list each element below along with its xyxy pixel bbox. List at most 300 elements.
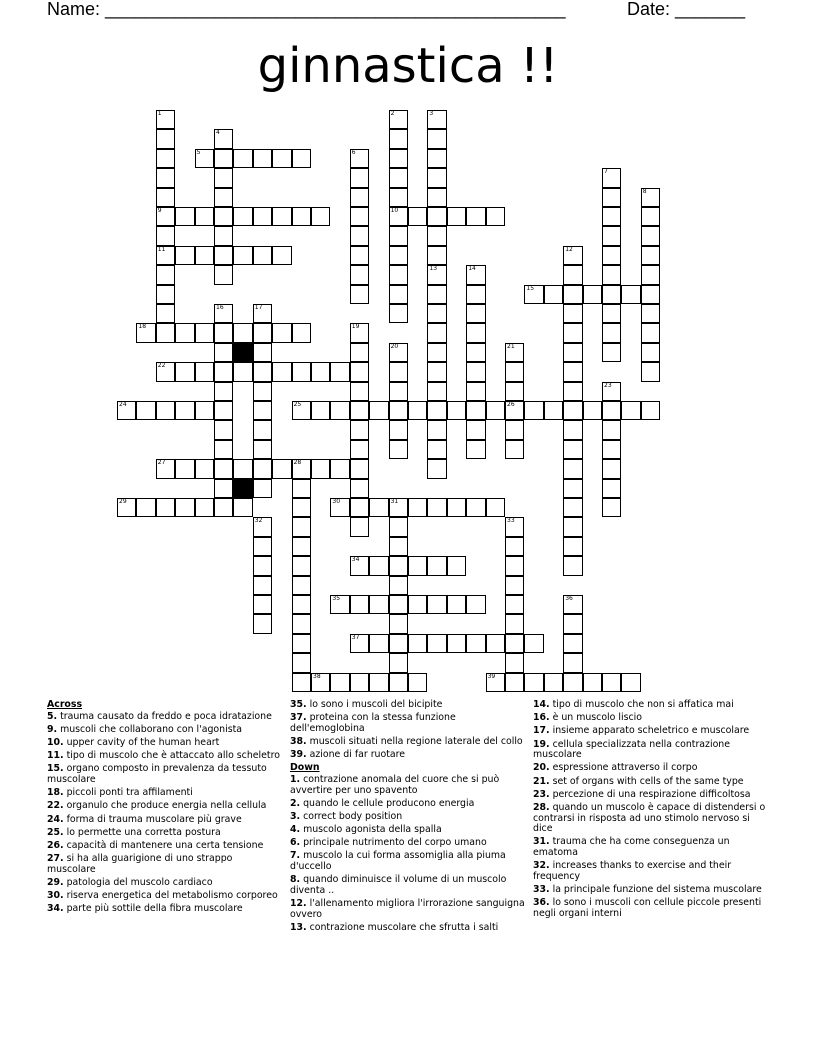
grid-cell[interactable] xyxy=(350,401,369,420)
grid-cell[interactable] xyxy=(505,614,524,633)
grid-cell[interactable] xyxy=(350,479,369,498)
grid-cell[interactable] xyxy=(466,634,485,653)
grid-cell[interactable] xyxy=(369,498,388,517)
grid-cell[interactable] xyxy=(350,673,369,692)
grid-cell[interactable] xyxy=(602,285,621,304)
grid-cell[interactable] xyxy=(466,362,485,381)
grid-cell[interactable] xyxy=(408,673,427,692)
grid-cell[interactable] xyxy=(195,246,214,265)
grid-cell[interactable] xyxy=(175,323,194,342)
grid-cell[interactable] xyxy=(563,556,582,575)
grid-cell[interactable] xyxy=(466,285,485,304)
grid-cell[interactable] xyxy=(117,401,136,420)
grid-cell[interactable] xyxy=(389,265,408,284)
grid-cell[interactable] xyxy=(563,265,582,284)
grid-cell[interactable] xyxy=(311,673,330,692)
grid-cell[interactable] xyxy=(563,673,582,692)
grid-cell[interactable] xyxy=(427,246,446,265)
grid-cell[interactable] xyxy=(311,362,330,381)
grid-cell[interactable] xyxy=(641,265,660,284)
grid-cell[interactable] xyxy=(156,362,175,381)
grid-cell[interactable] xyxy=(389,246,408,265)
grid-cell[interactable] xyxy=(563,362,582,381)
grid-cell[interactable] xyxy=(466,304,485,323)
grid-cell[interactable] xyxy=(641,323,660,342)
grid-cell[interactable] xyxy=(195,459,214,478)
grid-cell[interactable] xyxy=(427,595,446,614)
grid-cell[interactable] xyxy=(389,420,408,439)
grid-cell[interactable] xyxy=(427,382,446,401)
grid-cell[interactable] xyxy=(292,595,311,614)
grid-cell[interactable] xyxy=(156,265,175,284)
grid-cell[interactable] xyxy=(214,168,233,187)
grid-cell[interactable] xyxy=(292,614,311,633)
grid-cell[interactable] xyxy=(563,401,582,420)
grid-cell[interactable] xyxy=(389,595,408,614)
grid-cell[interactable] xyxy=(486,673,505,692)
grid-cell[interactable] xyxy=(156,149,175,168)
grid-cell[interactable] xyxy=(175,246,194,265)
grid-cell[interactable] xyxy=(195,401,214,420)
grid-cell[interactable] xyxy=(214,246,233,265)
grid-cell[interactable] xyxy=(466,207,485,226)
grid-cell[interactable] xyxy=(602,479,621,498)
grid-cell[interactable] xyxy=(195,149,214,168)
grid-cell[interactable] xyxy=(389,576,408,595)
grid-cell[interactable] xyxy=(350,459,369,478)
grid-cell[interactable] xyxy=(602,459,621,478)
grid-cell[interactable] xyxy=(350,285,369,304)
grid-cell[interactable] xyxy=(505,673,524,692)
grid-cell[interactable] xyxy=(350,362,369,381)
grid-cell[interactable] xyxy=(253,382,272,401)
grid-cell[interactable] xyxy=(195,498,214,517)
grid-cell[interactable] xyxy=(253,304,272,323)
grid-cell[interactable] xyxy=(427,323,446,342)
grid-cell[interactable] xyxy=(524,285,543,304)
grid-cell[interactable] xyxy=(466,440,485,459)
grid-cell[interactable] xyxy=(621,285,640,304)
grid-cell[interactable] xyxy=(292,149,311,168)
grid-cell[interactable] xyxy=(466,265,485,284)
grid-cell[interactable] xyxy=(602,440,621,459)
grid-cell[interactable] xyxy=(389,401,408,420)
grid-cell[interactable] xyxy=(563,304,582,323)
grid-cell[interactable] xyxy=(253,556,272,575)
grid-cell[interactable] xyxy=(156,207,175,226)
grid-cell[interactable] xyxy=(583,401,602,420)
grid-cell[interactable] xyxy=(350,246,369,265)
grid-cell[interactable] xyxy=(389,440,408,459)
grid-cell[interactable] xyxy=(427,634,446,653)
grid-cell[interactable] xyxy=(272,323,291,342)
grid-cell[interactable] xyxy=(272,459,291,478)
grid-cell[interactable] xyxy=(447,498,466,517)
grid-cell[interactable] xyxy=(311,459,330,478)
grid-cell[interactable] xyxy=(233,498,252,517)
grid-cell[interactable] xyxy=(311,401,330,420)
grid-cell[interactable] xyxy=(253,207,272,226)
grid-cell[interactable] xyxy=(641,285,660,304)
grid-cell[interactable] xyxy=(408,634,427,653)
grid-cell[interactable] xyxy=(292,362,311,381)
grid-cell[interactable] xyxy=(156,226,175,245)
grid-cell[interactable] xyxy=(563,343,582,362)
grid-cell[interactable] xyxy=(427,226,446,245)
grid-cell[interactable] xyxy=(641,304,660,323)
grid-cell[interactable] xyxy=(389,614,408,633)
grid-cell[interactable] xyxy=(427,401,446,420)
grid-cell[interactable] xyxy=(195,323,214,342)
grid-cell[interactable] xyxy=(214,440,233,459)
grid-cell[interactable] xyxy=(641,246,660,265)
grid-cell[interactable] xyxy=(330,362,349,381)
grid-cell[interactable] xyxy=(641,362,660,381)
grid-cell[interactable] xyxy=(563,285,582,304)
grid-cell[interactable] xyxy=(253,420,272,439)
name-field[interactable]: Name: ______________________________________________ xyxy=(47,0,566,19)
grid-cell[interactable] xyxy=(389,673,408,692)
date-field[interactable]: Date: _______ xyxy=(627,0,746,19)
grid-cell[interactable] xyxy=(602,498,621,517)
grid-cell[interactable] xyxy=(505,401,524,420)
grid-cell[interactable] xyxy=(389,149,408,168)
grid-cell[interactable] xyxy=(602,420,621,439)
grid-cell[interactable] xyxy=(408,556,427,575)
grid-cell[interactable] xyxy=(641,207,660,226)
grid-cell[interactable] xyxy=(602,168,621,187)
grid-cell[interactable] xyxy=(175,498,194,517)
grid-cell[interactable] xyxy=(214,129,233,148)
grid-cell[interactable] xyxy=(253,459,272,478)
grid-cell[interactable] xyxy=(292,498,311,517)
grid-cell[interactable] xyxy=(214,498,233,517)
grid-cell[interactable] xyxy=(447,401,466,420)
grid-cell[interactable] xyxy=(389,634,408,653)
grid-cell[interactable] xyxy=(369,595,388,614)
grid-cell[interactable] xyxy=(602,226,621,245)
grid-cell[interactable] xyxy=(330,595,349,614)
grid-cell[interactable] xyxy=(466,382,485,401)
grid-cell[interactable] xyxy=(427,207,446,226)
grid-cell[interactable] xyxy=(583,673,602,692)
grid-cell[interactable] xyxy=(641,226,660,245)
grid-cell[interactable] xyxy=(427,285,446,304)
grid-cell[interactable] xyxy=(175,362,194,381)
grid-cell[interactable] xyxy=(505,440,524,459)
grid-cell[interactable] xyxy=(292,576,311,595)
grid-cell[interactable] xyxy=(427,343,446,362)
grid-cell[interactable] xyxy=(233,246,252,265)
grid-cell[interactable] xyxy=(447,634,466,653)
grid-cell[interactable] xyxy=(602,401,621,420)
grid-cell[interactable] xyxy=(427,188,446,207)
grid-cell[interactable] xyxy=(156,246,175,265)
grid-cell[interactable] xyxy=(602,343,621,362)
grid-cell[interactable] xyxy=(466,595,485,614)
grid-cell[interactable] xyxy=(602,673,621,692)
grid-cell[interactable] xyxy=(253,323,272,342)
grid-cell[interactable] xyxy=(350,498,369,517)
grid-cell[interactable] xyxy=(311,207,330,226)
grid-cell[interactable] xyxy=(214,207,233,226)
grid-cell[interactable] xyxy=(350,595,369,614)
grid-cell[interactable] xyxy=(563,498,582,517)
grid-cell[interactable] xyxy=(466,343,485,362)
grid-cell[interactable] xyxy=(233,459,252,478)
grid-cell[interactable] xyxy=(156,188,175,207)
grid-cell[interactable] xyxy=(214,382,233,401)
grid-cell[interactable] xyxy=(292,401,311,420)
grid-cell[interactable] xyxy=(214,459,233,478)
grid-cell[interactable] xyxy=(563,440,582,459)
grid-cell[interactable] xyxy=(427,129,446,148)
grid-cell[interactable] xyxy=(563,614,582,633)
grid-cell[interactable] xyxy=(563,323,582,342)
grid-cell[interactable] xyxy=(486,498,505,517)
grid-cell[interactable] xyxy=(195,207,214,226)
grid-cell[interactable] xyxy=(156,498,175,517)
grid-cell[interactable] xyxy=(427,498,446,517)
grid-cell[interactable] xyxy=(253,614,272,633)
grid-cell[interactable] xyxy=(233,149,252,168)
grid-cell[interactable] xyxy=(253,595,272,614)
grid-cell[interactable] xyxy=(253,576,272,595)
grid-cell[interactable] xyxy=(563,634,582,653)
grid-cell[interactable] xyxy=(447,207,466,226)
grid-cell[interactable] xyxy=(389,110,408,129)
grid-cell[interactable] xyxy=(214,479,233,498)
grid-cell[interactable] xyxy=(389,168,408,187)
grid-cell[interactable] xyxy=(292,653,311,672)
grid-cell[interactable] xyxy=(427,265,446,284)
grid-cell[interactable] xyxy=(427,110,446,129)
grid-cell[interactable] xyxy=(330,498,349,517)
grid-cell[interactable] xyxy=(330,401,349,420)
grid-cell[interactable] xyxy=(292,323,311,342)
grid-cell[interactable] xyxy=(156,168,175,187)
grid-cell[interactable] xyxy=(350,265,369,284)
grid-cell[interactable] xyxy=(602,323,621,342)
grid-cell[interactable] xyxy=(214,188,233,207)
grid-cell[interactable] xyxy=(156,401,175,420)
grid-cell[interactable] xyxy=(486,207,505,226)
grid-cell[interactable] xyxy=(292,537,311,556)
grid-cell[interactable] xyxy=(563,653,582,672)
grid-cell[interactable] xyxy=(214,323,233,342)
grid-cell[interactable] xyxy=(350,168,369,187)
grid-cell[interactable] xyxy=(233,362,252,381)
grid-cell[interactable] xyxy=(214,401,233,420)
grid-cell[interactable] xyxy=(466,420,485,439)
grid-cell[interactable] xyxy=(389,285,408,304)
grid-cell[interactable] xyxy=(524,673,543,692)
grid-cell[interactable] xyxy=(389,304,408,323)
grid-cell[interactable] xyxy=(292,479,311,498)
grid-cell[interactable] xyxy=(214,149,233,168)
grid-cell[interactable] xyxy=(563,595,582,614)
grid-cell[interactable] xyxy=(427,149,446,168)
grid-cell[interactable] xyxy=(408,401,427,420)
grid-cell[interactable] xyxy=(505,382,524,401)
grid-cell[interactable] xyxy=(136,401,155,420)
grid-cell[interactable] xyxy=(408,498,427,517)
grid-cell[interactable] xyxy=(621,673,640,692)
grid-cell[interactable] xyxy=(621,401,640,420)
grid-cell[interactable] xyxy=(136,498,155,517)
grid-cell[interactable] xyxy=(389,537,408,556)
grid-cell[interactable] xyxy=(350,634,369,653)
grid-cell[interactable] xyxy=(544,401,563,420)
grid-cell[interactable] xyxy=(524,634,543,653)
grid-cell[interactable] xyxy=(369,401,388,420)
grid-cell[interactable] xyxy=(505,343,524,362)
grid-cell[interactable] xyxy=(524,401,543,420)
grid-cell[interactable] xyxy=(505,595,524,614)
grid-cell[interactable] xyxy=(466,323,485,342)
grid-cell[interactable] xyxy=(389,188,408,207)
grid-cell[interactable] xyxy=(156,110,175,129)
grid-cell[interactable] xyxy=(233,207,252,226)
grid-cell[interactable] xyxy=(253,246,272,265)
grid-cell[interactable] xyxy=(602,207,621,226)
grid-cell[interactable] xyxy=(427,362,446,381)
grid-cell[interactable] xyxy=(563,382,582,401)
grid-cell[interactable] xyxy=(641,401,660,420)
grid-cell[interactable] xyxy=(602,246,621,265)
grid-cell[interactable] xyxy=(350,556,369,575)
grid-cell[interactable] xyxy=(427,420,446,439)
grid-cell[interactable] xyxy=(505,517,524,536)
grid-cell[interactable] xyxy=(466,498,485,517)
grid-cell[interactable] xyxy=(505,537,524,556)
grid-cell[interactable] xyxy=(602,188,621,207)
grid-cell[interactable] xyxy=(350,207,369,226)
grid-cell[interactable] xyxy=(272,149,291,168)
grid-cell[interactable] xyxy=(272,246,291,265)
grid-cell[interactable] xyxy=(350,382,369,401)
grid-cell[interactable] xyxy=(369,556,388,575)
grid-cell[interactable] xyxy=(136,323,155,342)
grid-cell[interactable] xyxy=(292,517,311,536)
grid-cell[interactable] xyxy=(389,207,408,226)
grid-cell[interactable] xyxy=(505,653,524,672)
grid-cell[interactable] xyxy=(175,401,194,420)
grid-cell[interactable] xyxy=(253,343,272,362)
grid-cell[interactable] xyxy=(486,401,505,420)
grid-cell[interactable] xyxy=(602,382,621,401)
grid-cell[interactable] xyxy=(544,285,563,304)
grid-cell[interactable] xyxy=(563,246,582,265)
grid-cell[interactable] xyxy=(156,304,175,323)
grid-cell[interactable] xyxy=(156,285,175,304)
grid-cell[interactable] xyxy=(330,459,349,478)
grid-cell[interactable] xyxy=(214,343,233,362)
grid-cell[interactable] xyxy=(156,323,175,342)
grid-cell[interactable] xyxy=(292,207,311,226)
grid-cell[interactable] xyxy=(253,149,272,168)
grid-cell[interactable] xyxy=(389,362,408,381)
grid-cell[interactable] xyxy=(427,168,446,187)
grid-cell[interactable] xyxy=(350,188,369,207)
grid-cell[interactable] xyxy=(544,673,563,692)
grid-cell[interactable] xyxy=(214,362,233,381)
grid-cell[interactable] xyxy=(272,362,291,381)
grid-cell[interactable] xyxy=(389,517,408,536)
grid-cell[interactable] xyxy=(408,207,427,226)
grid-cell[interactable] xyxy=(447,595,466,614)
grid-cell[interactable] xyxy=(175,207,194,226)
grid-cell[interactable] xyxy=(253,517,272,536)
grid-cell[interactable] xyxy=(486,634,505,653)
grid-cell[interactable] xyxy=(330,673,349,692)
grid-cell[interactable] xyxy=(369,634,388,653)
grid-cell[interactable] xyxy=(505,420,524,439)
grid-cell[interactable] xyxy=(253,440,272,459)
grid-cell[interactable] xyxy=(389,498,408,517)
grid-cell[interactable] xyxy=(505,576,524,595)
grid-cell[interactable] xyxy=(427,459,446,478)
grid-cell[interactable] xyxy=(292,673,311,692)
grid-cell[interactable] xyxy=(292,556,311,575)
grid-cell[interactable] xyxy=(350,517,369,536)
grid-cell[interactable] xyxy=(389,343,408,362)
grid-cell[interactable] xyxy=(272,207,291,226)
grid-cell[interactable] xyxy=(505,362,524,381)
grid-cell[interactable] xyxy=(214,265,233,284)
grid-cell[interactable] xyxy=(563,517,582,536)
grid-cell[interactable] xyxy=(292,459,311,478)
grid-cell[interactable] xyxy=(253,401,272,420)
grid-cell[interactable] xyxy=(389,129,408,148)
grid-cell[interactable] xyxy=(563,459,582,478)
grid-cell[interactable] xyxy=(389,556,408,575)
grid-cell[interactable] xyxy=(408,595,427,614)
grid-cell[interactable] xyxy=(214,420,233,439)
grid-cell[interactable] xyxy=(350,420,369,439)
grid-cell[interactable] xyxy=(195,362,214,381)
grid-cell[interactable] xyxy=(389,653,408,672)
grid-cell[interactable] xyxy=(602,265,621,284)
grid-cell[interactable] xyxy=(466,401,485,420)
grid-cell[interactable] xyxy=(389,382,408,401)
grid-cell[interactable] xyxy=(253,362,272,381)
grid-cell[interactable] xyxy=(641,188,660,207)
grid-cell[interactable] xyxy=(350,440,369,459)
grid-cell[interactable] xyxy=(389,226,408,245)
grid-cell[interactable] xyxy=(350,226,369,245)
grid-cell[interactable] xyxy=(369,673,388,692)
grid-cell[interactable] xyxy=(292,634,311,653)
grid-cell[interactable] xyxy=(641,343,660,362)
grid-cell[interactable] xyxy=(175,459,194,478)
grid-cell[interactable] xyxy=(253,537,272,556)
grid-cell[interactable] xyxy=(583,285,602,304)
grid-cell[interactable] xyxy=(350,149,369,168)
grid-cell[interactable] xyxy=(156,129,175,148)
grid-cell[interactable] xyxy=(563,420,582,439)
grid-cell[interactable] xyxy=(156,459,175,478)
grid-cell[interactable] xyxy=(563,479,582,498)
grid-cell[interactable] xyxy=(505,556,524,575)
grid-cell[interactable] xyxy=(350,343,369,362)
grid-cell[interactable] xyxy=(427,304,446,323)
grid-cell[interactable] xyxy=(427,556,446,575)
grid-cell[interactable] xyxy=(350,323,369,342)
grid-cell[interactable] xyxy=(447,556,466,575)
grid-cell[interactable] xyxy=(427,440,446,459)
grid-cell[interactable] xyxy=(117,498,136,517)
